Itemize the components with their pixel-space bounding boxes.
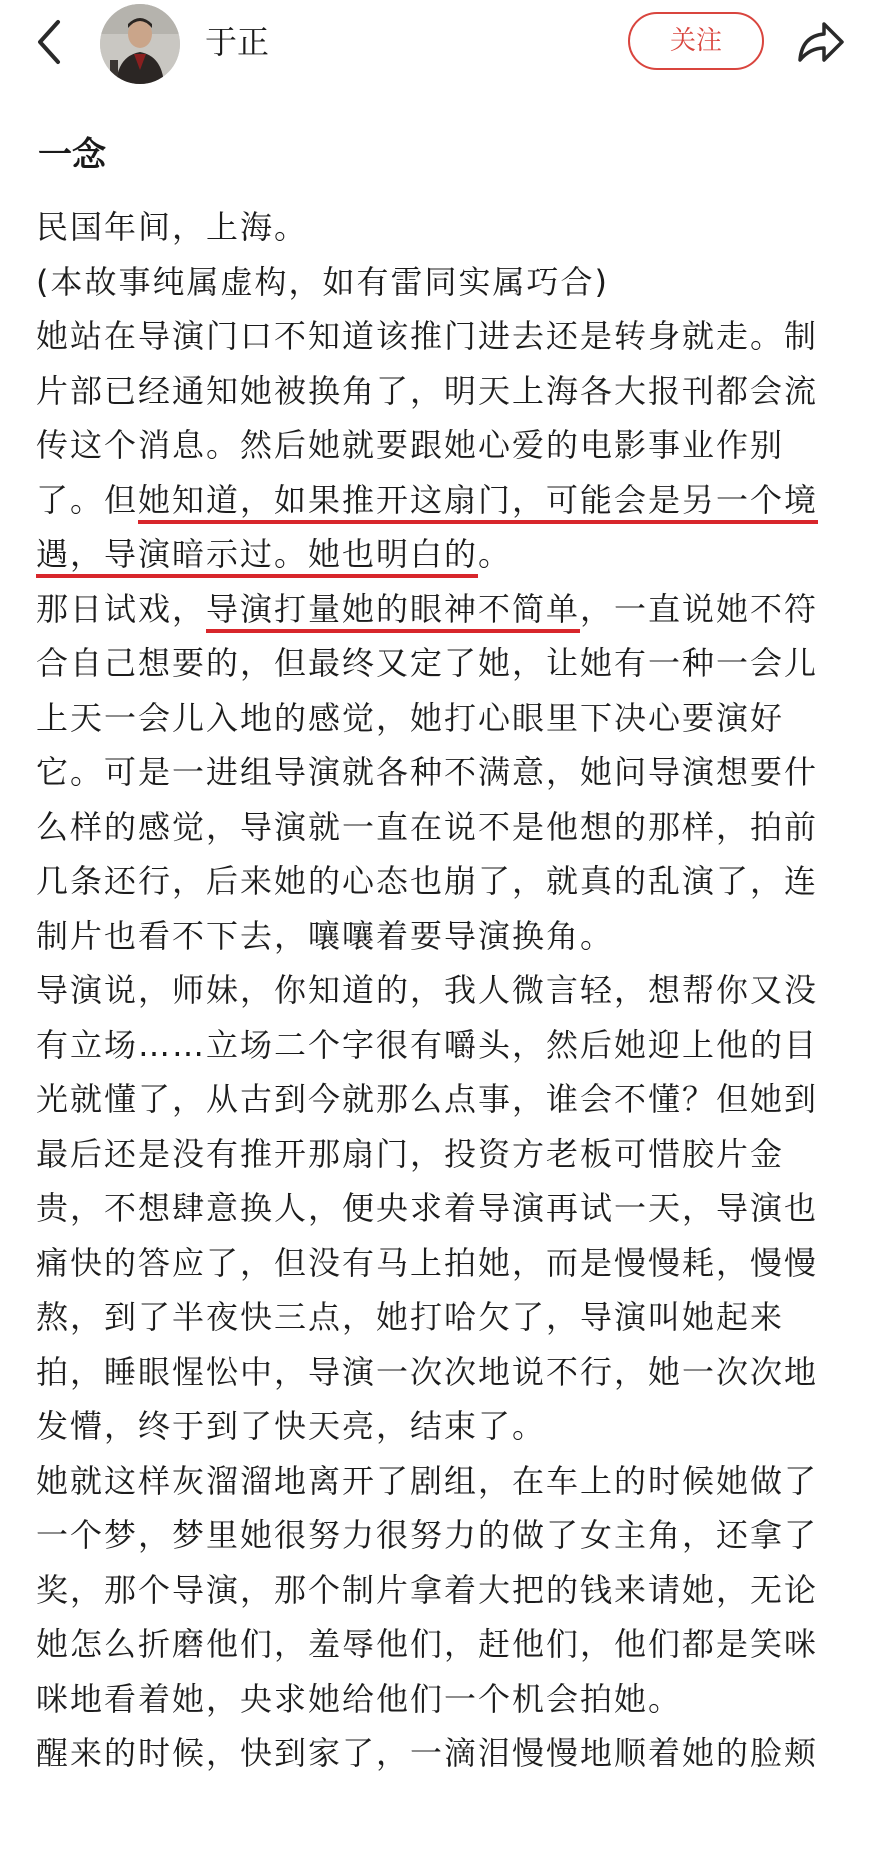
article-body xyxy=(36,200,850,1781)
chevron-left-icon xyxy=(30,14,78,70)
paragraph-6: 她就这样灰溜溜地离开了剧组，在车上的时候她做了一个梦，梦里她很努力很努力的做了女主角，还拿了奖，那个导演，那个制片拿着大把的钱来请她，无论她怎么折磨他们，羞辱他们，赶他们，他们都是笑咪咪地看着她，央求她给他们一个机会拍她。 xyxy=(36,1461,819,1718)
paragraph-4-text-a: 那日试戏， xyxy=(36,589,207,628)
paragraph-1: 民国年间，上海。 xyxy=(36,208,309,246)
paragraph-2: (本故事纯属虚构，如有雷同实属巧合) xyxy=(36,262,609,301)
paragraph-3-text-b: 。 xyxy=(478,535,513,573)
paragraph-3 xyxy=(36,309,850,582)
paragraph-3-text-a: 她站在导演门口不知道该推门进去还是转身就走。制片部已经通知她被换角了，明天上海各大报刊都会流传这个消息。然后她就要跟她心爱的电影事业作别了。但 xyxy=(36,317,819,519)
article-title: 一念 xyxy=(38,135,106,175)
back-button[interactable] xyxy=(30,14,78,70)
paragraph-7: 醒来的时候，快到家了，一滴泪慢慢地顺着她的脸颊 xyxy=(36,1734,819,1772)
paragraph-4 xyxy=(36,582,850,964)
paragraph-4-text-b: ，一直说她不符合自己想要的，但最终又定了她，让她有一种一会儿上天一会儿入地的感觉，她打心眼里下决心要演好它。可是一进组导演就各种不满意，她问导演想要什么样的感觉，导演就一直在说不是他想的那样，拍前几条还行，后来她的心态也崩了，就真的乱演了，连制片也看不下去，嚷嚷着要导演换角。 xyxy=(36,589,819,955)
underlined-highlight-2: 导演打量她的眼神不简单 xyxy=(206,590,580,633)
paragraph-5: 导演说，师妹，你知道的，我人微言轻，想帮你又没有立场……立场二个字很有嚼头，然后她迎上他的目光就懂了，从古到今就那么点事，谁会不懂？但她到最后还是没有推开那扇门，投资方老板可惜胶片金贵，不想肆意换人，便央求着导演再试一天，导演也痛快的答应了，但没有马上拍她，而是慢慢耗，慢慢熬，到了半夜快三点，她打哈欠了，导演叫她起来拍，睡眼惺忪中，导演一次次地说不行，她一次次地发懵，终于到了快天亮，结束了。 xyxy=(36,971,819,1445)
author-name[interactable]: 于正 xyxy=(205,23,270,61)
top-bar xyxy=(0,0,884,96)
share-button[interactable] xyxy=(792,16,848,68)
avatar[interactable] xyxy=(100,4,180,84)
follow-button[interactable]: 关注 xyxy=(628,12,764,70)
underlined-highlight-1: 她知道，如果推开这扇门，可能会是另一个境遇，导演暗示过。她也明白的 xyxy=(36,481,818,579)
share-arrow-icon xyxy=(792,16,848,68)
